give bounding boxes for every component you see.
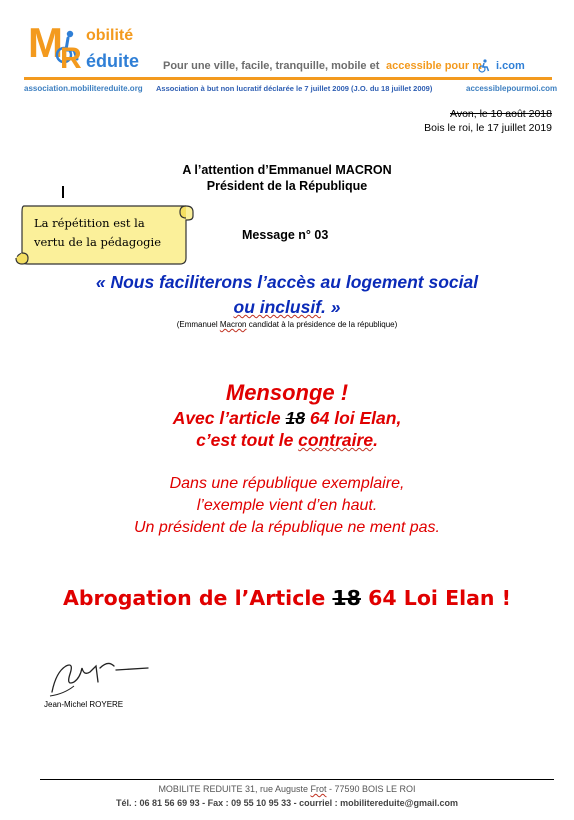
header-website-2: accessiblepourmoi.com [466, 84, 558, 93]
banner-text [34, 214, 161, 252]
addressee-line-2: Président de la République [206, 179, 368, 193]
date-struck: Avon, le 10 août 2018 [450, 108, 552, 120]
republic-line-3: Un président de la république ne ment pas. [134, 519, 440, 536]
abrogation-text-a: Abrogation de l’Article [62, 586, 333, 610]
footer-address-b: - 77590 BOIS LE ROI [326, 784, 416, 794]
quote-note-name: Macron [219, 320, 247, 329]
footer-contact: Tél. : 06 81 56 69 93 - Fax : 09 55 10 95 33 - courriel : mobilitereduite@gmail.com [116, 798, 458, 808]
footer-divider [40, 779, 554, 780]
header-association-note: Association à but non lucratif déclarée le 7 juillet 2009 (J.O. du 18 juillet 2009) [156, 84, 433, 93]
logo-letter-r: R [60, 42, 82, 75]
footer-address-frot: Frot [310, 784, 327, 794]
contraire-word: contraire [298, 430, 374, 450]
footer-address [0, 784, 574, 794]
quote-attribution [0, 320, 574, 329]
banner-line-2: vertu de la pédagogie [34, 234, 162, 249]
abrogation-line [0, 586, 574, 610]
quote-highlight: ou inclusif [233, 297, 322, 317]
addressee-line-1: A l’attention d’Emmanuel MACRON [182, 163, 392, 177]
message-number: Message n° 03 [242, 228, 329, 242]
tagline-accessible: accessible pour m [386, 60, 482, 72]
handwritten-signature [44, 652, 154, 700]
republic-line-2: l’exemple vient d’en haut. [196, 497, 378, 514]
quote-line-2 [0, 297, 574, 318]
quote-note-a: (Emmanuel [176, 320, 220, 329]
signer-name: Jean-Michel ROYERE [44, 700, 124, 709]
logo-letter-m: M [28, 19, 63, 66]
republic-line-1: Dans une république exemplaire, [169, 475, 405, 492]
tagline-domain: i.com [496, 60, 525, 72]
article-struck-number: 18 [285, 408, 306, 428]
tagline: Pour une ville, facile, tranquille, mobile et [163, 60, 380, 72]
quote-line-1: « Nous faciliterons l’accès au logement social [95, 272, 479, 292]
quote-note-b: candidat à la présidence de la république) [246, 320, 398, 329]
wheelchair-icon [477, 59, 491, 73]
article-text-b: 64 loi Elan, [305, 408, 402, 428]
contraire-text-a: c’est tout le [196, 430, 299, 450]
abrogation-text-b: 64 Loi Elan ! [360, 586, 512, 610]
logo-text-obilite: obilité [86, 27, 134, 44]
quote-end: . » [321, 297, 341, 317]
banner-line-1: La répétition est la [34, 216, 145, 230]
article-text-a: Avec l’article [172, 408, 286, 428]
article-line [0, 408, 574, 429]
mensonge-heading: Mensonge ! [225, 380, 349, 405]
header-website: association.mobilitereduite.org [24, 84, 143, 93]
logo-text-eduite: éduite [86, 51, 140, 71]
contraire-line [0, 430, 574, 451]
header-divider [24, 77, 552, 80]
date-current: Bois le roi, le 17 juillet 2019 [424, 122, 552, 134]
text-cursor [62, 186, 64, 198]
footer-address-a: MOBILITE REDUITE 31, rue Auguste [158, 784, 311, 794]
abrogation-struck-number: 18 [332, 586, 361, 610]
contraire-text-c: . [373, 430, 378, 450]
